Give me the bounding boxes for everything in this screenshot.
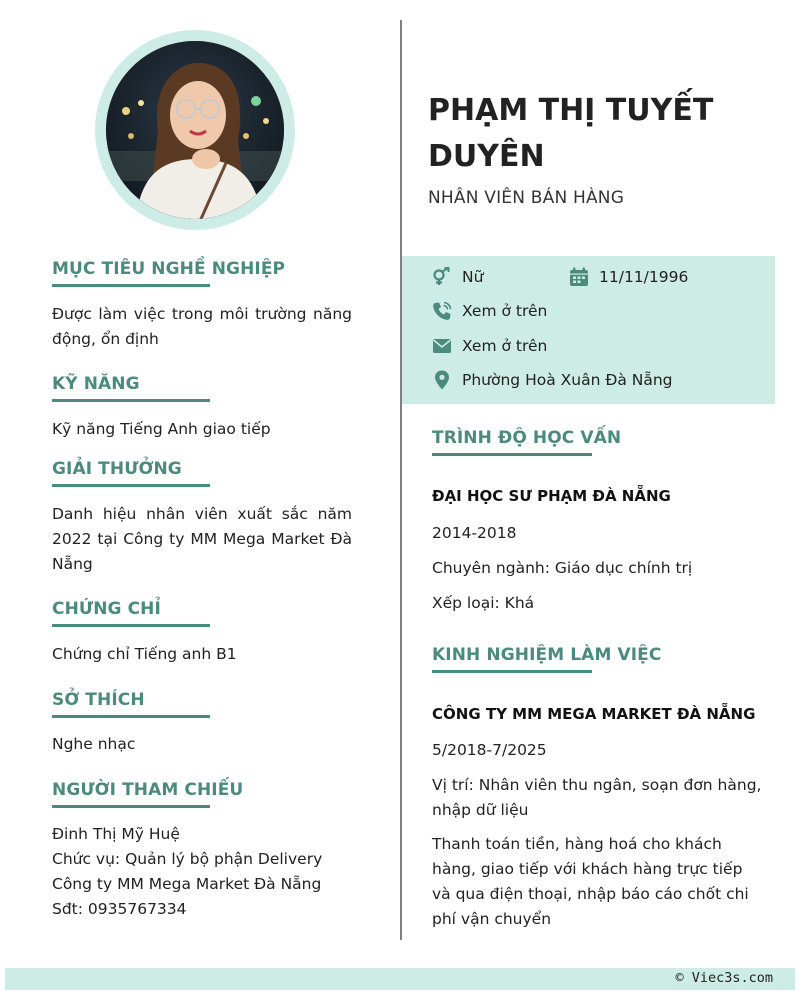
education-period: 2014-2018 — [432, 524, 517, 542]
section-title: TRÌNH ĐỘ HỌC VẤN — [432, 428, 622, 448]
section-title: NGƯỜI THAM CHIẾU — [52, 780, 244, 800]
section-underline — [52, 624, 210, 627]
info-address — [432, 370, 673, 390]
address-value: Phường Hoà Xuân Đà Nẵng — [462, 371, 673, 389]
section-title: SỞ THÍCH — [52, 690, 145, 710]
section-objective — [52, 259, 352, 352]
candidate-name: PHẠM THỊ TUYẾT DUYÊN — [428, 93, 714, 174]
footer-credit: © Viec3s.com — [675, 970, 773, 986]
experience-period: 5/2018-7/2025 — [432, 741, 547, 759]
section-underline — [52, 484, 210, 487]
certificates-text: Chứng chỉ Tiếng anh B1 — [52, 645, 237, 663]
objective-text: Được làm việc trong môi trường năng động, ổn định — [52, 305, 352, 348]
section-title: GIẢI THƯỞNG — [52, 459, 182, 479]
location-icon — [432, 370, 452, 390]
hobbies-text: Nghe nhạc — [52, 735, 136, 753]
section-underline — [432, 453, 592, 456]
section-underline — [52, 715, 210, 718]
section-skills — [52, 374, 352, 442]
section-underline — [52, 284, 210, 287]
column-divider — [400, 20, 402, 940]
avatar-image — [106, 41, 284, 219]
education-school: ĐẠI HỌC SƯ PHẠM ĐÀ NẴNG — [432, 487, 671, 505]
section-underline — [52, 805, 210, 808]
phone-value: Xem ở trên — [462, 302, 548, 320]
footer-bar — [5, 968, 795, 990]
section-references — [52, 780, 352, 922]
reference-name: Đinh Thị Mỹ Huệ — [52, 825, 180, 843]
education-major: Chuyên ngành: Giáo dục chính trị — [432, 559, 693, 577]
section-certificates — [52, 599, 352, 667]
experience-description: Thanh toán tiền, hàng hoá cho khách hàng, giao tiếp với khách hàng trực tiếp và qua điện thoại, nhập báo cáo chốt chi phí vận chuyển — [432, 835, 749, 928]
info-birthdate — [569, 267, 688, 287]
section-underline — [52, 399, 210, 402]
references-list — [52, 822, 352, 922]
avatar — [106, 41, 284, 219]
info-phone — [432, 301, 547, 321]
gender-icon — [432, 267, 452, 287]
reference-title: Chức vụ: Quản lý bộ phận Delivery — [52, 850, 323, 868]
section-title: CHỨNG CHỈ — [52, 599, 161, 619]
section-title: KỸ NĂNG — [52, 374, 140, 394]
phone-icon — [432, 301, 452, 321]
email-icon — [432, 336, 452, 356]
section-hobbies — [52, 690, 352, 757]
experience-role: Vị trí: Nhân viên thu ngân, soạn đơn hàng, nhập dữ liệu — [432, 776, 762, 819]
skills-text: Kỹ năng Tiếng Anh giao tiếp — [52, 420, 271, 438]
gender-value: Nữ — [462, 268, 484, 286]
section-education — [432, 428, 762, 456]
education-grade: Xếp loại: Khá — [432, 594, 535, 612]
reference-phone: Sđt: 0935767334 — [52, 900, 187, 918]
info-email — [432, 336, 547, 356]
contact-info-box — [402, 256, 775, 404]
section-awards — [52, 459, 352, 577]
experience-company: CÔNG TY MM MEGA MARKET ĐÀ NẴNG — [432, 705, 756, 723]
email-value: Xem ở trên — [462, 337, 548, 355]
birthdate-value: 11/11/1996 — [599, 268, 689, 286]
section-title: MỤC TIÊU NGHỀ NGHIỆP — [52, 259, 286, 279]
awards-text: Danh hiệu nhân viên xuất sắc năm 2022 tại Công ty MM Mega Market Đà Nẵng — [52, 505, 352, 573]
candidate-position: NHÂN VIÊN BÁN HÀNG — [428, 188, 625, 208]
section-experience — [432, 645, 762, 673]
section-underline — [432, 670, 592, 673]
section-title: KINH NGHIỆM LÀM VIỆC — [432, 645, 662, 665]
reference-company: Công ty MM Mega Market Đà Nẵng — [52, 875, 322, 893]
avatar-frame — [95, 30, 295, 230]
info-gender — [432, 267, 483, 287]
calendar-icon — [569, 267, 589, 287]
